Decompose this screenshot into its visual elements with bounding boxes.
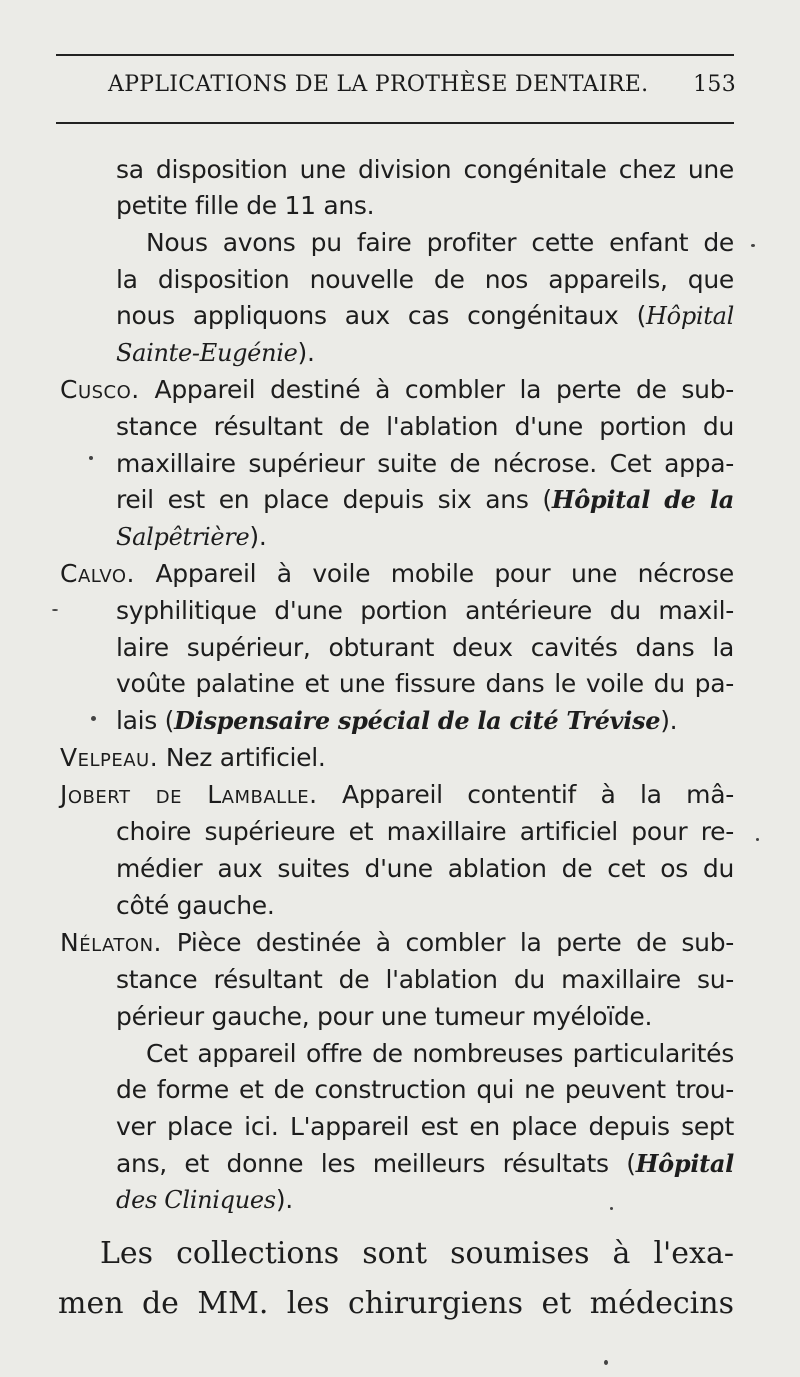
ink-speck (89, 456, 93, 460)
surgeon-name: Calvo. (60, 559, 135, 588)
italic-location: Sainte-Eugénie (116, 339, 298, 367)
italic-location: Hôpital de la (551, 485, 734, 514)
text-line: syphilitique d'une portion antérieure du maxil- (116, 596, 734, 625)
italic-location: Hôpital (635, 1149, 734, 1178)
text-line: ans, et donne les meilleurs résultats (Hôpital (116, 1149, 734, 1178)
entry-calvo: Calvo. Appareil à voile mobile pour une nécrose (60, 559, 734, 588)
text-line: la disposition nouvelle de nos appareils, que (116, 265, 734, 294)
text-line: reil est en place depuis six ans (Hôpital de la (116, 485, 734, 514)
ink-speck (91, 716, 96, 721)
ink-speck (610, 1207, 613, 1210)
text-line: voûte palatine et une fissure dans le voile du pa- (116, 669, 734, 698)
surgeon-name: Cusco. (60, 375, 140, 404)
italic-location: Salpêtrière (116, 523, 250, 551)
text-line: laire supérieur, obturant deux cavités dans la (116, 633, 734, 662)
entry-cusco: Cusco. Appareil destiné à combler la perte de sub- (60, 375, 734, 404)
ink-speck (756, 838, 759, 841)
header-rule-bottom (56, 122, 734, 124)
text-line: médier aux suites d'une ablation de cet os du (116, 854, 734, 883)
text-line: Salpêtrière). (116, 522, 267, 551)
surgeon-name: Velpeau. (60, 743, 159, 772)
italic-location: des Cliniques (116, 1186, 276, 1214)
text-line: men de MM. les chirurgiens et médecins (58, 1286, 734, 1321)
text-line: stance résultant de l'ablation d'une portion du (116, 412, 734, 441)
italic-location: Dispensaire spécial de la cité Trévise (174, 706, 661, 735)
entry-jobert: Jobert de Lamballe. Appareil contentif à la mâ- (60, 780, 734, 809)
text-line: de forme et de construction qui ne peuvent trou- (116, 1075, 734, 1104)
text-line: des Cliniques). (116, 1185, 293, 1214)
entry-nelaton: Nélaton. Pièce destinée à combler la perte de sub- (60, 928, 734, 957)
text-line: nous appliquons aux cas congénitaux (Hôpital (116, 301, 734, 330)
text-line: Les collections sont soumises à l'exa- (100, 1236, 734, 1271)
header-rule-top (56, 54, 734, 56)
text-line: ver place ici. L'appareil est en place depuis sept (116, 1112, 734, 1141)
ink-speck (52, 609, 58, 611)
text-line: maxillaire supérieur suite de nécrose. Cet appa- (116, 449, 734, 478)
surgeon-name: Jobert de Lamballe. (60, 780, 318, 809)
page-number: 153 (693, 72, 736, 97)
text-line: choire supérieure et maxillaire artificiel pour re- (116, 817, 734, 846)
text-line: lais (Dispensaire spécial de la cité Trévise). (116, 706, 678, 735)
ink-speck (751, 244, 755, 247)
surgeon-name: Nélaton. (60, 928, 163, 957)
text-line: périeur gauche, pour une tumeur myéloïde. (116, 1002, 653, 1031)
ink-speck (604, 1360, 608, 1365)
text-line: Cet appareil offre de nombreuses particularités (146, 1039, 734, 1068)
italic-location: Hôpital (646, 302, 734, 330)
header-title: APPLICATIONS DE LA PROTHÈSE DENTAIRE. (108, 72, 649, 97)
text-line: petite fille de 11 ans. (116, 191, 375, 220)
text-line: côté gauche. (116, 891, 275, 920)
text-line: Nous avons pu faire profiter cette enfant de (146, 228, 734, 257)
text-line: stance résultant de l'ablation du maxillaire su- (116, 965, 734, 994)
text-line: sa disposition une division congénitale chez une (116, 155, 734, 184)
entry-velpeau: Velpeau. Nez artificiel. (60, 743, 326, 772)
text-line: Sainte-Eugénie). (116, 338, 315, 367)
